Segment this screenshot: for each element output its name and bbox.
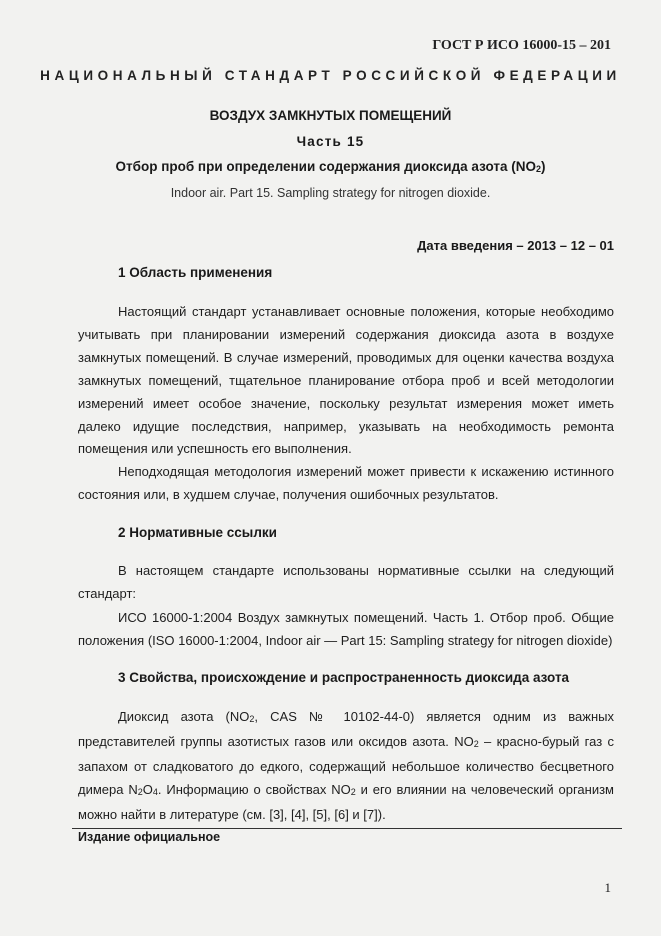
footer-divider [72,828,622,829]
section-2-reference: ИСО 16000-1:2004 Воздух замкнутых помещений. Часть 1. Отбор проб. Общие положения (ISO 16000-1:2004, Indoor air — Part 15: Sampling strategy for nitrogen dioxide) [78,610,614,648]
document-code: ГОСТ Р ИСО 16000-15 – 201 [432,38,611,53]
section-2-heading: 2 Нормативные ссылки [118,525,277,540]
section-2-paragraph-1: В настоящем стандарте использованы нормативные ссылки на следующий стандарт: [78,563,614,601]
federation-heading: НАЦИОНАЛЬНЫЙ СТАНДАРТ РОССИЙСКОЙ ФЕДЕРАЦИИ [40,68,621,83]
section-3-heading: 3 Свойства, происхождение и распространенность диоксида азота [118,670,570,685]
edition-note: Издание официальное [78,830,221,844]
page-number: 1 [604,880,611,895]
section-1-paragraph-1: Настоящий стандарт устанавливает основные положения, которые необходимо учитывать при планировании измерений содержания диоксида азота в воздухе замкнутых помещений. В случае измерений, проводимых для оценки качества воздуха замкнутых помещений, тщательное планирование отбора проб и всей методологии измерений имеет особое значение, поскольку результат измерения может иметь далеко идущие последствия, например, указывать на необходимость ремонта помещения или успешность его выполнения. [78,304,614,457]
section-1-heading: 1 Область применения [118,265,273,280]
english-title: Indoor air. Part 15. Sampling strategy for nitrogen dioxide. [170,186,491,200]
standard-subtitle: Отбор проб при определении содержания диоксида азота $(NO_2)$ [115,159,546,174]
section-3-paragraph-1: Диоксид азота ($NO_2$, CAS № 10102-44-0) является одним из важных представителей группы азотистых газов или оксидов азота. $NO_2$ – красно-бурый газ с запахом от сладковатого до едкого, содержащий небольшое количество бесцветного димера $N_2O_4$. Информацию о свойствах $NO_2$ и его влиянии на человеческий организм можно найти в литературе (см. [3], [4], [5], [6] и [7]). [78,709,615,822]
introduction-date: Дата введения – 2013 – 12 – 01 [417,238,614,253]
part-number: Часть 15 [296,134,365,149]
standard-title: ВОЗДУХ ЗАМКНУТЫХ ПОМЕЩЕНИЙ [209,108,452,123]
section-1-paragraph-2: Неподходящая методология измерений может привести к искажению истинного состояния или, в худшем случае, получения ошибочных результатов. [78,464,614,502]
